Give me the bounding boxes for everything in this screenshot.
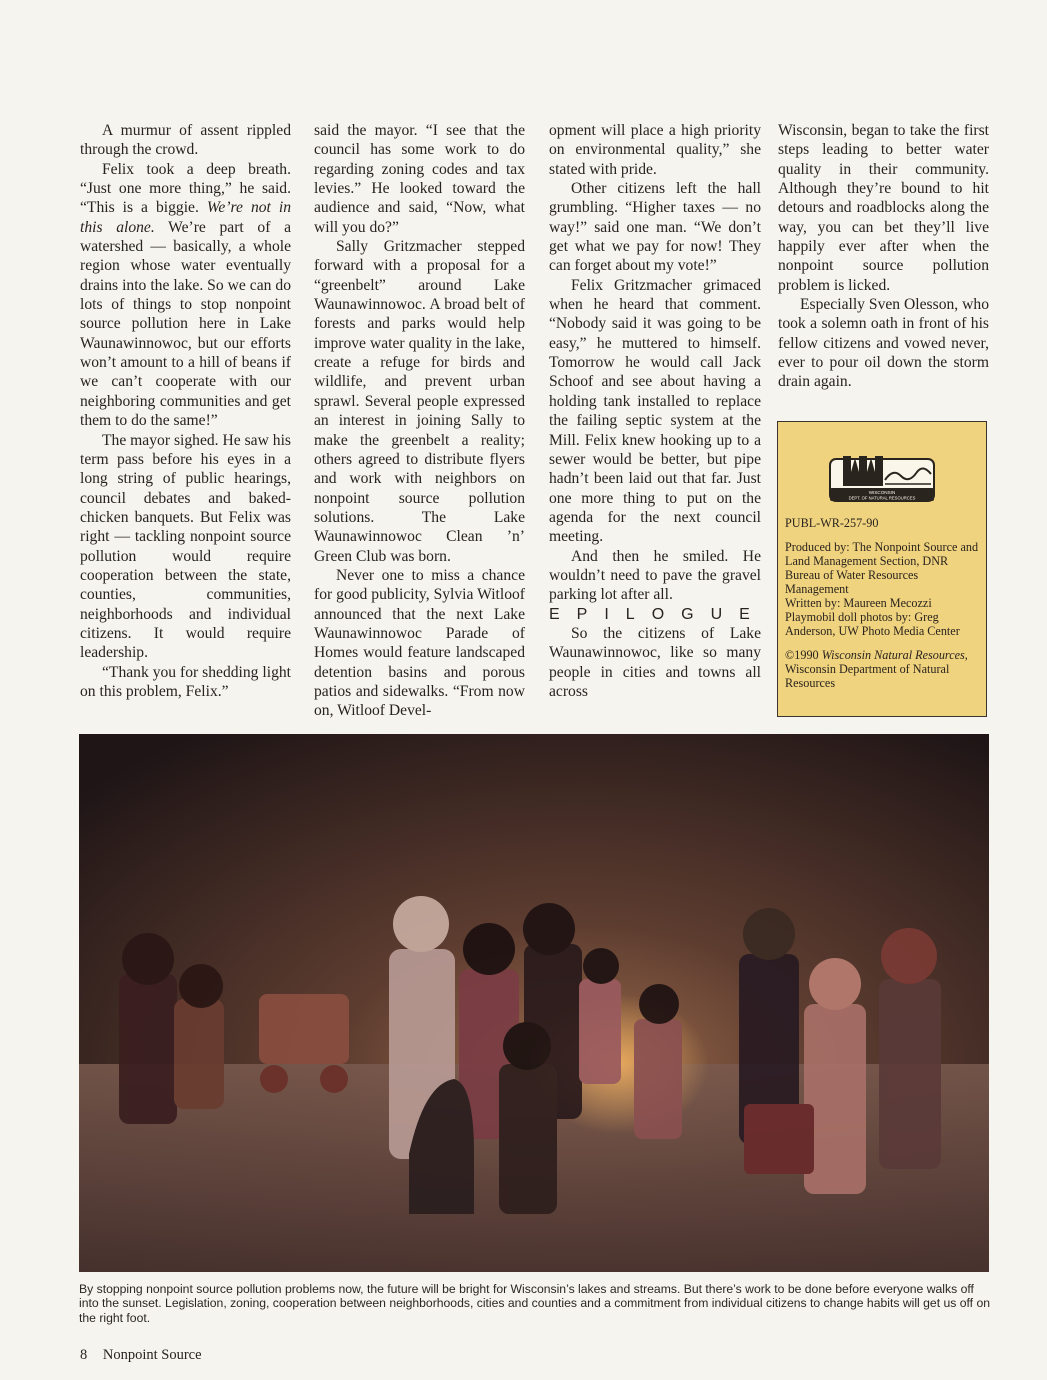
playmobil-crowd-photo	[79, 734, 989, 1272]
paragraph: The mayor sighed. He saw his term pass before his eyes in a long string of public hearings, council debates and baked-chicken banquets. But Felix was right — tackling nonpoint source pollution would require cooperation between the state, counties, communities, neighborhoods and individual citizens. It would require leadership.	[80, 431, 291, 662]
paragraph: Other citizens left the hall grumbling. “Higher taxes — no way!” said one man. “We don’t get what we pay for now! They can forget about my vote!”	[549, 180, 761, 275]
photo-illustration-icon	[79, 734, 989, 1272]
page-number: 8	[80, 1347, 88, 1363]
copyright-org: , Wisconsin Department of Natural Resources	[785, 648, 968, 690]
paragraph: said the mayor. “I see that the council has some work to do regarding zoning codes and tax levies.” He looked toward the audience and said, “Now, what will you do?”	[314, 122, 525, 236]
credits-box	[777, 421, 987, 717]
paragraph: Wisconsin, began to take the first steps leading to better water quality in their community. Although they’re bound to hit detours and roadblocks along the way, you can bet they’ll live happily ever after when the nonpoint source pollution problem is licked.	[778, 122, 989, 294]
paragraph: Never one to miss a chance for good publicity, Sylvia Witloof announced that the next Lake Waunawinnowoc Parade of Homes would feature landscaped detention basins and porous patios and sidewalks. “From now on, Witloof Devel-	[314, 566, 525, 720]
paragraph: A murmur of assent rippled through the crowd.	[80, 122, 291, 159]
photos-by: Playmobil doll photos by: Greg Anderson, UW Photo Media Center	[785, 610, 960, 638]
paragraph: Felix took a deep breath. “Just one more thing,” he said. “This is a biggie. We’re not in this alone. We’re part of a watershed — basically, a whole region whose water eventually drains into the lake. So we can do lots of things to stop nonpoint source pollution here in Lake Waunawinnowoc, but our efforts won’t amount to a hill of beans if we can’t cooperate with our neighboring communities and get them to do the same!”	[80, 160, 292, 430]
copyright-publication: Wisconsin Natural Resources	[821, 648, 965, 662]
paragraph: opment will place a high priority on environmental quality,” she stated with pride.	[549, 122, 761, 178]
text-column-2	[314, 121, 525, 721]
produced-by: Produced by: The Nonpoint Source and Land Management Section, DNR Bureau of Water Resources Management	[785, 540, 979, 596]
copyright	[785, 648, 979, 690]
svg-text:DEPT. OF NATURAL RESOURCES: DEPT. OF NATURAL RESOURCES	[848, 495, 916, 501]
wisconsin-dnr-logo-icon	[829, 450, 935, 502]
text-column-4	[778, 121, 989, 392]
text-column-3	[549, 121, 767, 701]
copyright-year: ©1990	[785, 648, 819, 662]
paragraph: “Thank you for shedding light on this problem, Felix.”	[80, 663, 291, 700]
publication-name: Nonpoint Source	[102, 1347, 202, 1363]
paragraph: Especially Sven Olesson, who took a solemn oath in front of his fellow citizens and vowed never, ever to pour oil down the storm drain again.	[778, 296, 989, 391]
svg-text:WISCONSIN: WISCONSIN	[868, 490, 896, 495]
photo-caption: By stopping nonpoint source pollution problems now, the future will be bright for Wisconsin’s lakes and streams. But there’s work to be done before everyone walks off into the sunset. Legislation, zoning, cooperation between neighborhoods, cities and counties and a commitment from individual citizens to change habits will get us off on the right foot.	[79, 1282, 991, 1325]
publication-id: PUBL-WR-257-90	[785, 516, 879, 530]
text-column-1	[80, 121, 291, 701]
paragraph: Felix Gritzmacher grimaced when he heard that comment. “Nobody said it was going to be easy,” he muttered to himself. Tomorrow he would call Jack Schoof and see about having a holding tank installed to replace the failing septic system at the Mill. Felix knew hooking up to a sewer would be better, but pipe hadn’t been laid out that far. Just one more thing to put on the agenda for the next council meeting.	[549, 276, 761, 546]
page-footer	[80, 1347, 202, 1364]
paragraph: Sally Gritzmacher stepped forward with a proposal for a “greenbelt” around Lake Waunawinnowoc. A broad belt of forests and parks would help improve water quality in the lake, create a refuge for birds and wildlife, and prevent urban sprawl. Several people expressed an interest in joining Sally to make the greenbelt a reality; others agreed to distribute flyers and work with neighbors on nonpoint source pollution solutions. The Lake Waunawinnowoc Clean ’n’ Green Club was born.	[314, 238, 525, 565]
written-by: Written by: Maureen Mecozzi	[785, 596, 932, 610]
paragraph: So the citizens of Lake Waunawinnowoc, like so many people in cities and towns all across	[549, 624, 761, 700]
paragraph: And then he smiled. He wouldn’t need to pave the gravel parking lot after all.	[549, 547, 761, 604]
epilogue-heading: EPILOGUE	[549, 605, 767, 623]
